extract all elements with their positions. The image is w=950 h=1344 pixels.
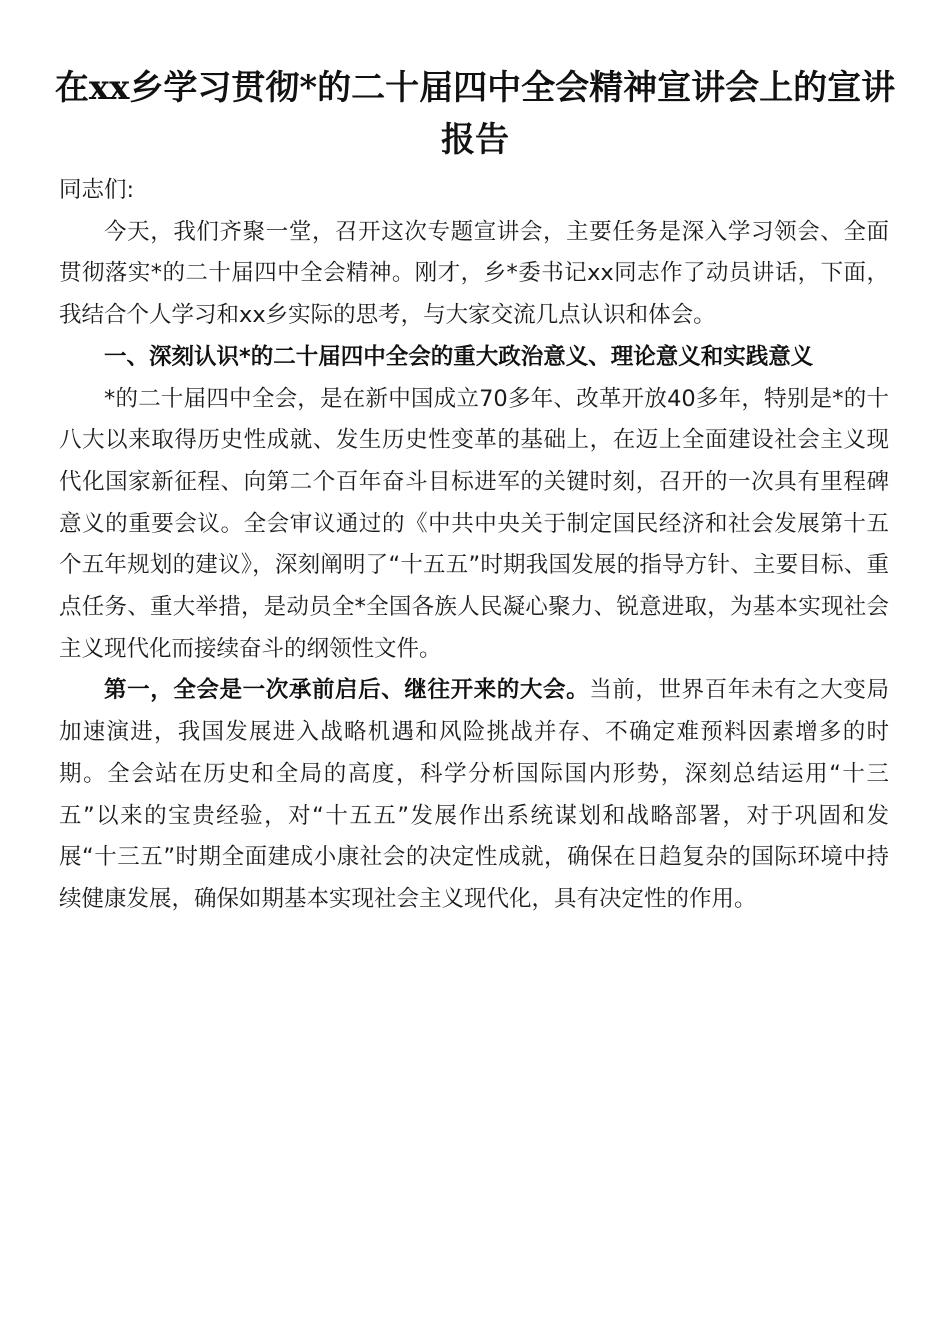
document-body — [59, 170, 889, 921]
section-heading: 一、深刻认识*的二十届四中全会的重大政治意义、理论意义和实践意义 — [104, 343, 814, 370]
salutation: 同志们: — [59, 177, 135, 203]
point-one-lead: 第一，全会是一次承前启后、继往开来的大会。 — [104, 677, 590, 704]
point-one-paragraph — [59, 670, 889, 920]
intro-paragraph: 今天，我们齐聚一堂，召开这次专题宣讲会，主要任务是深入学习领会、全面贯彻落实*的二十届四中全会精神。刚才，乡*委书记xx同志作了动员讲话，下面，我结合个人学习和xx乡实际的思考，与大家交流几点认识和体会。 — [59, 218, 889, 329]
point-one-text: 当前，世界百年未有之大变局加速演进，我国发展进入战略机遇和风险挑战并存、不确定难预料因素增多的时期。全会站在历史和全局的高度，科学分析国际国内形势，深刻总结运用“十三五”以来的宝贵经验，对“十五五”发展作出系统谋划和战略部署，对于巩固和发展“十三五”时期全面建成小康社会的决定性成就，确保在日趋复杂的国际环境中持续健康发展，确保如期基本实现社会主义现代化，具有决定性的作用。 — [59, 677, 889, 912]
background-paragraph: *的二十届四中全会，是在新中国成立70多年、改革开放40多年，特别是*的十八大以来取得历史性成就、发生历史性变革的基础上，在迈上全面建设社会主义现代化国家新征程、向第二个百年奋斗目标进军的关键时刻，召开的一次具有里程碑意义的重要会议。全会审议通过的《中共中央关于制定国民经济和社会发展第十五个五年规划的建议》，深刻阐明了“十五五”时期我国发展的指导方针、主要目标、重点任务、重大举措，是动员全*全国各族人民凝心聚力、锐意进取，为基本实现社会主义现代化而接续奋斗的纲领性文件。 — [59, 385, 889, 662]
document-title: 在xx乡学习贯彻*的二十届四中全会精神宣讲会上的宣讲报告 — [54, 68, 896, 160]
